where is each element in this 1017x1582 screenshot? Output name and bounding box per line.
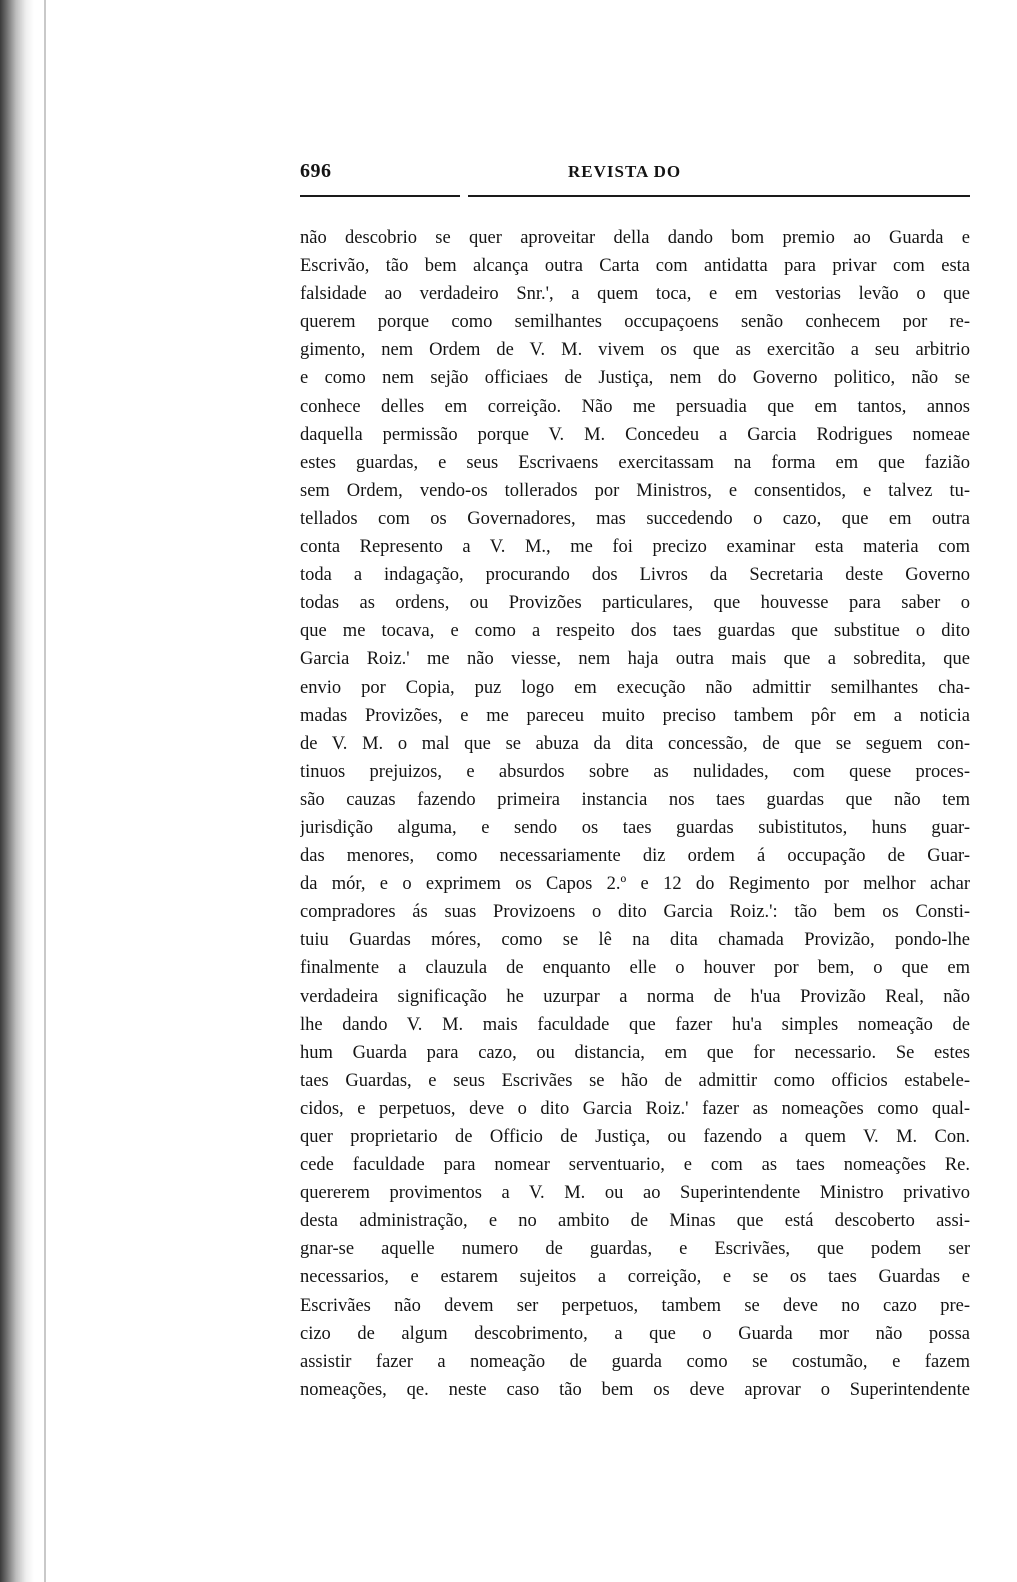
text-line: envio por Copia, puz logo em execução não admittir semilhantes cha- [300,677,970,698]
text-line: necessarios, e estarem sujeitos a correição, e se os taes Guardas e [300,1267,970,1288]
body-text [300,224,970,1404]
text-line: cizo de algum descobrimento, a que o Guarda mor não possa [300,1323,970,1344]
text-line: finalmente a clauzula de enquanto elle o houver por bem, o que em [300,958,970,979]
text-line: conhece delles em correição. Não me persuadia que em tantos, annos [300,396,970,417]
text-line: verdadeira significação he uzurpar a norma de h'ua Provizão Real, não [300,986,970,1007]
text-line: lhe dando V. M. mais faculdade que fazer hu'a simples nomeação de [300,1014,970,1035]
text-line: madas Provizões, e me pareceu muito preciso tambem pôr em a noticia [300,705,970,726]
text-line: compradores ás suas Provizoens o dito Garcia Roiz.': tão bem os Consti- [300,902,970,923]
text-line: todas as ordens, ou Provizões particulares, que houvesse para saber o [300,593,970,614]
text-line: tinuos prejuizos, e absurdos sobre as nulidades, com quese proces- [300,761,970,782]
scan-binding-edge [0,0,34,1582]
header-rule-right [468,195,970,197]
text-line: Escrivão, tão bem alcança outra Carta com antidatta para privar com esta [300,256,970,277]
text-line: e como nem sejão officiaes de Justiça, nem do Governo politico, não se [300,368,970,389]
text-line: de V. M. o mal que se abuza da dita concessão, de que se seguem con- [300,733,970,754]
text-line: daquella permissão porque V. M. Concedeu a Garcia Rodrigues nomeae [300,424,970,445]
text-line: hum Guarda para cazo, ou distancia, em que for necessario. Se estes [300,1042,970,1063]
text-line: não descobrio se quer aproveitar della dando bom premio ao Guarda e [300,228,970,248]
text-line: Garcia Roiz.' me não viesse, nem haja outra mais que a sobredita, que [300,649,970,670]
text-line: cidos, e perpetuos, deve o dito Garcia Roiz.' fazer as nomeações como qual- [300,1098,970,1119]
text-line: toda a indagação, procurando dos Livros da Secretaria deste Governo [300,565,970,586]
text-line: querem porque como semilhantes occupaçoens senão conhecem por re- [300,312,970,333]
text-line: tellados com os Governadores, mas succedendo o cazo, que em outra [300,508,970,529]
text-line: da mór, e o exprimem os Capos 2.º e 12 do Regimento por melhor achar [300,874,970,895]
text-line: taes Guardas, e seus Escrivães se hão de admittir como officios estabele- [300,1070,970,1091]
running-head: REVISTA DO [568,162,682,181]
page-header [300,160,970,190]
text-line: quer proprietario de Officio de Justiça, ou fazendo a quem V. M. Con. [300,1127,970,1147]
text-line: cede faculdade para nomear serventuario, e com as taes nomeações Re. [300,1155,970,1176]
text-line: sem Ordem, vendo-os tollerados por Ministros, e consentidos, e talvez tu- [300,480,970,501]
text-line: que me tocava, e como a respeito dos taes guardas que substitue o dito [300,621,970,642]
text-line: estes guardas, e seus Escrivaens exercitassam na forma em que fazião [300,452,970,473]
text-line: Escrivães não devem ser perpetuos, tambem se deve no cazo pre- [300,1295,970,1316]
text-line: conta Represento a V. M., me foi precizo examinar esta materia com [300,537,970,558]
scan-binding-line [44,0,46,1582]
text-line: jurisdição alguma, e sendo os taes guardas subistitutos, huns guar- [300,817,970,838]
header-rule-left [300,195,460,197]
text-line: tuiu Guardas móres, como se lê na dita chamada Provizão, pondo-lhe [300,930,970,951]
page-number: 696 [300,160,332,182]
text-line: quererem provimentos a V. M. ou ao Superintendente Ministro privativo [300,1183,970,1204]
text-line: assistir fazer a nomeação de guarda como se costumão, e fazem [300,1351,970,1372]
text-line: falsidade ao verdadeiro Snr.', a quem toca, e em vestorias levão o que [300,284,970,305]
text-line: das menores, como necessariamente diz ordem á occupação de Guar- [300,846,970,867]
text-line: nomeações, qe. neste caso tão bem os deve aprovar o Superintendente [300,1379,970,1400]
text-line: gimento, nem Ordem de V. M. vivem os que as exercitão a seu arbitrio [300,340,970,361]
text-line: desta administração, e no ambito de Minas que está descoberto assi- [300,1211,970,1232]
text-line: são cauzas fazendo primeira instancia nos taes guardas que não tem [300,789,970,810]
text-line: gnar-se aquelle numero de guardas, e Escrivães, que podem ser [300,1239,970,1260]
